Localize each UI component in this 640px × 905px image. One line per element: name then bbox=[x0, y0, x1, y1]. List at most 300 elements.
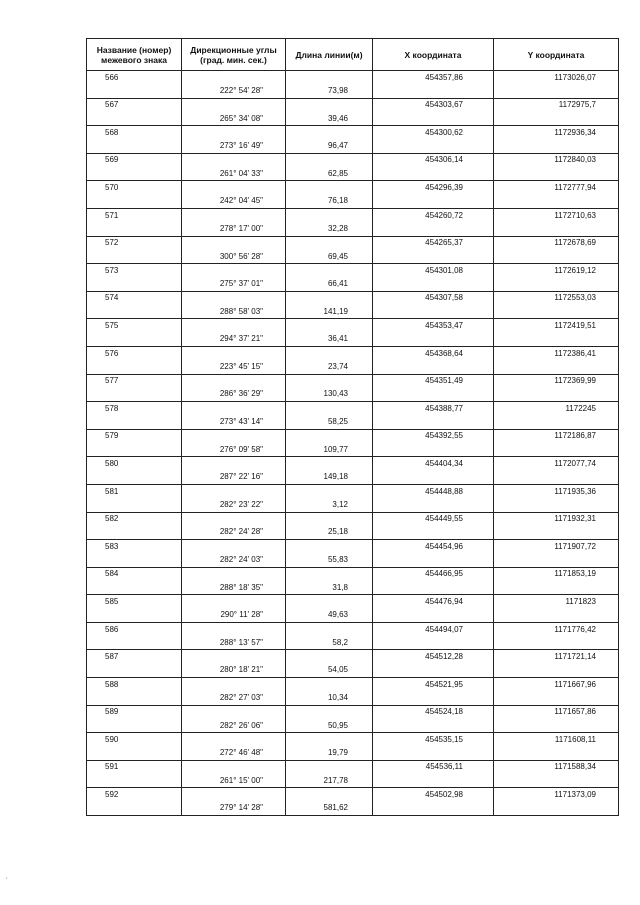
y-cell-empty bbox=[494, 609, 619, 623]
table-row bbox=[87, 333, 619, 347]
length-cell-empty bbox=[286, 733, 373, 747]
table-row bbox=[87, 498, 619, 512]
point-number: 572 bbox=[87, 236, 182, 250]
x-coordinate: 454524,18 bbox=[373, 705, 494, 719]
point-cell-empty bbox=[87, 664, 182, 678]
x-coordinate: 454535,15 bbox=[373, 733, 494, 747]
x-cell-empty bbox=[373, 691, 494, 705]
x-coordinate: 454454,96 bbox=[373, 540, 494, 554]
y-coordinate: 1172369,99 bbox=[494, 374, 619, 388]
point-number: 576 bbox=[87, 346, 182, 360]
length-cell-empty bbox=[286, 402, 373, 416]
x-coordinate: 454392,55 bbox=[373, 429, 494, 443]
angle-cell-empty bbox=[182, 402, 286, 416]
table-row bbox=[87, 774, 619, 788]
table-row bbox=[87, 705, 619, 719]
length-cell-empty bbox=[286, 181, 373, 195]
y-coordinate: 1172840,03 bbox=[494, 153, 619, 167]
x-cell-empty bbox=[373, 664, 494, 678]
direction-angle: 282° 26' 06" bbox=[182, 719, 286, 733]
y-cell-empty bbox=[494, 443, 619, 457]
direction-angle: 273° 16' 49" bbox=[182, 139, 286, 153]
table-row bbox=[87, 277, 619, 291]
x-cell-empty bbox=[373, 360, 494, 374]
point-number: 580 bbox=[87, 457, 182, 471]
length-cell-empty bbox=[286, 457, 373, 471]
line-length: 109,77 bbox=[286, 443, 373, 457]
y-coordinate: 1171667,96 bbox=[494, 678, 619, 692]
table-row bbox=[87, 802, 619, 816]
line-length: 39,46 bbox=[286, 112, 373, 126]
line-length: 10,34 bbox=[286, 691, 373, 705]
point-number: 570 bbox=[87, 181, 182, 195]
line-length: 50,95 bbox=[286, 719, 373, 733]
table-row bbox=[87, 788, 619, 802]
table-header bbox=[87, 39, 619, 71]
y-cell-empty bbox=[494, 112, 619, 126]
table-body bbox=[87, 71, 619, 816]
point-cell-empty bbox=[87, 609, 182, 623]
x-cell-empty bbox=[373, 277, 494, 291]
line-length: 32,28 bbox=[286, 222, 373, 236]
length-cell-empty bbox=[286, 678, 373, 692]
x-cell-empty bbox=[373, 84, 494, 98]
x-coordinate: 454307,58 bbox=[373, 291, 494, 305]
direction-angle: 282° 27' 03" bbox=[182, 691, 286, 705]
y-coordinate: 1171932,31 bbox=[494, 512, 619, 526]
point-number: 590 bbox=[87, 733, 182, 747]
x-cell-empty bbox=[373, 581, 494, 595]
y-coordinate: 1173026,07 bbox=[494, 71, 619, 85]
point-number: 584 bbox=[87, 567, 182, 581]
x-coordinate: 454351,49 bbox=[373, 374, 494, 388]
table-row bbox=[87, 719, 619, 733]
point-number: 583 bbox=[87, 540, 182, 554]
point-cell-empty bbox=[87, 415, 182, 429]
x-coordinate: 454388,77 bbox=[373, 402, 494, 416]
table-row bbox=[87, 264, 619, 278]
table-row bbox=[87, 664, 619, 678]
angle-cell-empty bbox=[182, 705, 286, 719]
x-cell-empty bbox=[373, 636, 494, 650]
y-cell-empty bbox=[494, 222, 619, 236]
table-row bbox=[87, 388, 619, 402]
x-coordinate: 454301,08 bbox=[373, 264, 494, 278]
y-coordinate: 1172678,69 bbox=[494, 236, 619, 250]
table-row bbox=[87, 471, 619, 485]
x-coordinate: 454265,37 bbox=[373, 236, 494, 250]
y-cell-empty bbox=[494, 84, 619, 98]
line-length: 76,18 bbox=[286, 195, 373, 209]
line-length: 62,85 bbox=[286, 167, 373, 181]
x-cell-empty bbox=[373, 471, 494, 485]
table-row bbox=[87, 747, 619, 761]
direction-angle: 282° 24' 03" bbox=[182, 553, 286, 567]
point-number: 591 bbox=[87, 760, 182, 774]
length-cell-empty bbox=[286, 595, 373, 609]
x-coordinate: 454303,67 bbox=[373, 98, 494, 112]
length-cell-empty bbox=[286, 319, 373, 333]
direction-angle: 282° 23' 22" bbox=[182, 498, 286, 512]
x-cell-empty bbox=[373, 802, 494, 816]
table-row bbox=[87, 374, 619, 388]
line-length: 69,45 bbox=[286, 250, 373, 264]
x-cell-empty bbox=[373, 774, 494, 788]
point-number: 568 bbox=[87, 126, 182, 140]
direction-angle: 300° 56' 28" bbox=[182, 250, 286, 264]
y-coordinate: 1171776,42 bbox=[494, 622, 619, 636]
direction-angle: 287° 22' 16" bbox=[182, 471, 286, 485]
point-cell-empty bbox=[87, 719, 182, 733]
table-row bbox=[87, 650, 619, 664]
y-coordinate: 1171907,72 bbox=[494, 540, 619, 554]
table-row bbox=[87, 291, 619, 305]
y-cell-empty bbox=[494, 498, 619, 512]
y-cell-empty bbox=[494, 139, 619, 153]
length-cell-empty bbox=[286, 540, 373, 554]
point-cell-empty bbox=[87, 388, 182, 402]
point-cell-empty bbox=[87, 747, 182, 761]
length-cell-empty bbox=[286, 208, 373, 222]
y-coordinate: 1172553,03 bbox=[494, 291, 619, 305]
direction-angle: 261° 15' 00" bbox=[182, 774, 286, 788]
x-coordinate: 454502,98 bbox=[373, 788, 494, 802]
table-row bbox=[87, 305, 619, 319]
x-coordinate: 454296,39 bbox=[373, 181, 494, 195]
length-cell-empty bbox=[286, 153, 373, 167]
y-coordinate: 1172186,87 bbox=[494, 429, 619, 443]
direction-angle: 294° 37' 21" bbox=[182, 333, 286, 347]
y-coordinate: 1172245 bbox=[494, 402, 619, 416]
angle-cell-empty bbox=[182, 264, 286, 278]
x-cell-empty bbox=[373, 719, 494, 733]
angle-cell-empty bbox=[182, 484, 286, 498]
header-x: X координата bbox=[373, 39, 494, 71]
direction-angle: 288° 18' 35" bbox=[182, 581, 286, 595]
x-coordinate: 454260,72 bbox=[373, 208, 494, 222]
table-row bbox=[87, 346, 619, 360]
y-cell-empty bbox=[494, 526, 619, 540]
point-cell-empty bbox=[87, 636, 182, 650]
point-cell-empty bbox=[87, 222, 182, 236]
angle-cell-empty bbox=[182, 678, 286, 692]
table-row bbox=[87, 595, 619, 609]
x-coordinate: 454300,62 bbox=[373, 126, 494, 140]
y-cell-empty bbox=[494, 277, 619, 291]
y-coordinate: 1171657,86 bbox=[494, 705, 619, 719]
y-coordinate: 1172936,34 bbox=[494, 126, 619, 140]
table-row bbox=[87, 84, 619, 98]
y-cell-empty bbox=[494, 360, 619, 374]
angle-cell-empty bbox=[182, 374, 286, 388]
y-cell-empty bbox=[494, 747, 619, 761]
point-cell-empty bbox=[87, 139, 182, 153]
point-cell-empty bbox=[87, 333, 182, 347]
angle-cell-empty bbox=[182, 595, 286, 609]
line-length: 25,18 bbox=[286, 526, 373, 540]
line-length: 49,63 bbox=[286, 609, 373, 623]
table-row bbox=[87, 71, 619, 85]
line-length: 3,12 bbox=[286, 498, 373, 512]
x-coordinate: 454512,28 bbox=[373, 650, 494, 664]
length-cell-empty bbox=[286, 374, 373, 388]
x-cell-empty bbox=[373, 747, 494, 761]
table-row bbox=[87, 167, 619, 181]
length-cell-empty bbox=[286, 429, 373, 443]
direction-angle: 223° 45' 15" bbox=[182, 360, 286, 374]
point-number: 578 bbox=[87, 402, 182, 416]
length-cell-empty bbox=[286, 291, 373, 305]
angle-cell-empty bbox=[182, 457, 286, 471]
angle-cell-empty bbox=[182, 126, 286, 140]
line-length: 36,41 bbox=[286, 333, 373, 347]
point-number: 592 bbox=[87, 788, 182, 802]
point-cell-empty bbox=[87, 167, 182, 181]
line-length: 66,41 bbox=[286, 277, 373, 291]
point-number: 567 bbox=[87, 98, 182, 112]
table-row bbox=[87, 181, 619, 195]
length-cell-empty bbox=[286, 788, 373, 802]
table-row bbox=[87, 126, 619, 140]
line-length: 73,98 bbox=[286, 84, 373, 98]
angle-cell-empty bbox=[182, 788, 286, 802]
table-row bbox=[87, 402, 619, 416]
table-row bbox=[87, 733, 619, 747]
y-cell-empty bbox=[494, 415, 619, 429]
table-row bbox=[87, 457, 619, 471]
line-length: 23,74 bbox=[286, 360, 373, 374]
table-row bbox=[87, 112, 619, 126]
y-cell-empty bbox=[494, 553, 619, 567]
y-coordinate: 1171373,09 bbox=[494, 788, 619, 802]
point-cell-empty bbox=[87, 526, 182, 540]
angle-cell-empty bbox=[182, 153, 286, 167]
y-cell-empty bbox=[494, 774, 619, 788]
length-cell-empty bbox=[286, 650, 373, 664]
line-length: 149,18 bbox=[286, 471, 373, 485]
angle-cell-empty bbox=[182, 650, 286, 664]
y-cell-empty bbox=[494, 195, 619, 209]
length-cell-empty bbox=[286, 126, 373, 140]
table-row bbox=[87, 236, 619, 250]
point-cell-empty bbox=[87, 581, 182, 595]
point-number: 574 bbox=[87, 291, 182, 305]
point-cell-empty bbox=[87, 305, 182, 319]
direction-angle: 288° 58' 03" bbox=[182, 305, 286, 319]
x-coordinate: 454494,07 bbox=[373, 622, 494, 636]
y-coordinate: 1172386,41 bbox=[494, 346, 619, 360]
y-cell-empty bbox=[494, 388, 619, 402]
x-cell-empty bbox=[373, 553, 494, 567]
table-row bbox=[87, 636, 619, 650]
table-row bbox=[87, 760, 619, 774]
angle-cell-empty bbox=[182, 512, 286, 526]
x-cell-empty bbox=[373, 139, 494, 153]
point-number: 566 bbox=[87, 71, 182, 85]
x-cell-empty bbox=[373, 388, 494, 402]
length-cell-empty bbox=[286, 484, 373, 498]
direction-angle: 279° 14' 28" bbox=[182, 802, 286, 816]
y-coordinate: 1171853,19 bbox=[494, 567, 619, 581]
table-row bbox=[87, 98, 619, 112]
direction-angle: 278° 17' 00" bbox=[182, 222, 286, 236]
length-cell-empty bbox=[286, 567, 373, 581]
y-coordinate: 1172710,63 bbox=[494, 208, 619, 222]
length-cell-empty bbox=[286, 705, 373, 719]
length-cell-empty bbox=[286, 236, 373, 250]
line-length: 55,83 bbox=[286, 553, 373, 567]
line-length: 581,62 bbox=[286, 802, 373, 816]
x-coordinate: 454449,55 bbox=[373, 512, 494, 526]
line-length: 130,43 bbox=[286, 388, 373, 402]
point-cell-empty bbox=[87, 360, 182, 374]
scan-mark: ' bbox=[6, 878, 8, 884]
x-coordinate: 454448,88 bbox=[373, 484, 494, 498]
length-cell-empty bbox=[286, 264, 373, 278]
y-coordinate: 1172975,7 bbox=[494, 98, 619, 112]
line-length: 31,8 bbox=[286, 581, 373, 595]
point-number: 585 bbox=[87, 595, 182, 609]
x-cell-empty bbox=[373, 112, 494, 126]
point-cell-empty bbox=[87, 471, 182, 485]
direction-angle: 282° 24' 28" bbox=[182, 526, 286, 540]
line-length: 96,47 bbox=[286, 139, 373, 153]
point-cell-empty bbox=[87, 112, 182, 126]
table-row bbox=[87, 250, 619, 264]
table-row bbox=[87, 319, 619, 333]
angle-cell-empty bbox=[182, 208, 286, 222]
length-cell-empty bbox=[286, 512, 373, 526]
y-coordinate: 1171608,11 bbox=[494, 733, 619, 747]
y-coordinate: 1172077,74 bbox=[494, 457, 619, 471]
point-cell-empty bbox=[87, 802, 182, 816]
direction-angle: 265° 34' 08" bbox=[182, 112, 286, 126]
x-coordinate: 454476,94 bbox=[373, 595, 494, 609]
angle-cell-empty bbox=[182, 71, 286, 85]
point-number: 577 bbox=[87, 374, 182, 388]
direction-angle: 273° 43' 14" bbox=[182, 415, 286, 429]
length-cell-empty bbox=[286, 98, 373, 112]
point-number: 587 bbox=[87, 650, 182, 664]
line-length: 19,79 bbox=[286, 747, 373, 761]
x-cell-empty bbox=[373, 415, 494, 429]
point-number: 589 bbox=[87, 705, 182, 719]
table-row bbox=[87, 678, 619, 692]
header-angle: Дирекционные углы (град. мин. сек.) bbox=[182, 39, 286, 71]
y-coordinate: 1171935,36 bbox=[494, 484, 619, 498]
boundary-coordinates-table bbox=[86, 38, 619, 816]
angle-cell-empty bbox=[182, 291, 286, 305]
x-cell-empty bbox=[373, 443, 494, 457]
point-number: 582 bbox=[87, 512, 182, 526]
y-cell-empty bbox=[494, 167, 619, 181]
direction-angle: 275° 37' 01" bbox=[182, 277, 286, 291]
point-number: 569 bbox=[87, 153, 182, 167]
table-row bbox=[87, 429, 619, 443]
table-row bbox=[87, 415, 619, 429]
point-number: 586 bbox=[87, 622, 182, 636]
x-cell-empty bbox=[373, 305, 494, 319]
table-row bbox=[87, 553, 619, 567]
header-name: Название (номер) межевого знака bbox=[87, 39, 182, 71]
direction-angle: 280° 18' 21" bbox=[182, 664, 286, 678]
angle-cell-empty bbox=[182, 622, 286, 636]
length-cell-empty bbox=[286, 346, 373, 360]
table-row bbox=[87, 512, 619, 526]
y-coordinate: 1171823 bbox=[494, 595, 619, 609]
angle-cell-empty bbox=[182, 236, 286, 250]
table-row bbox=[87, 540, 619, 554]
direction-angle: 222° 54' 28" bbox=[182, 84, 286, 98]
point-number: 581 bbox=[87, 484, 182, 498]
point-cell-empty bbox=[87, 691, 182, 705]
point-number: 579 bbox=[87, 429, 182, 443]
y-coordinate: 1172777,94 bbox=[494, 181, 619, 195]
table-row bbox=[87, 581, 619, 595]
table-row bbox=[87, 139, 619, 153]
header-y: Y координата bbox=[494, 39, 619, 71]
y-cell-empty bbox=[494, 250, 619, 264]
x-cell-empty bbox=[373, 195, 494, 209]
y-coordinate: 1171721,14 bbox=[494, 650, 619, 664]
table-row bbox=[87, 526, 619, 540]
point-cell-empty bbox=[87, 195, 182, 209]
table-row bbox=[87, 360, 619, 374]
table-row bbox=[87, 195, 619, 209]
table-row bbox=[87, 609, 619, 623]
direction-angle: 276° 09' 58" bbox=[182, 443, 286, 457]
point-number: 573 bbox=[87, 264, 182, 278]
direction-angle: 272° 46' 48" bbox=[182, 747, 286, 761]
x-cell-empty bbox=[373, 167, 494, 181]
line-length: 141,19 bbox=[286, 305, 373, 319]
x-coordinate: 454521,95 bbox=[373, 678, 494, 692]
angle-cell-empty bbox=[182, 346, 286, 360]
y-cell-empty bbox=[494, 636, 619, 650]
direction-angle: 288° 13' 57" bbox=[182, 636, 286, 650]
angle-cell-empty bbox=[182, 98, 286, 112]
point-number: 575 bbox=[87, 319, 182, 333]
point-cell-empty bbox=[87, 250, 182, 264]
header-length: Длина линии(м) bbox=[286, 39, 373, 71]
point-cell-empty bbox=[87, 443, 182, 457]
x-coordinate: 454404,34 bbox=[373, 457, 494, 471]
table-row bbox=[87, 484, 619, 498]
direction-angle: 290° 11' 28" bbox=[182, 609, 286, 623]
y-cell-empty bbox=[494, 664, 619, 678]
y-cell-empty bbox=[494, 719, 619, 733]
y-cell-empty bbox=[494, 581, 619, 595]
length-cell-empty bbox=[286, 760, 373, 774]
angle-cell-empty bbox=[182, 429, 286, 443]
table-row bbox=[87, 222, 619, 236]
x-cell-empty bbox=[373, 333, 494, 347]
table-row bbox=[87, 208, 619, 222]
y-cell-empty bbox=[494, 333, 619, 347]
x-coordinate: 454353,47 bbox=[373, 319, 494, 333]
angle-cell-empty bbox=[182, 540, 286, 554]
x-cell-empty bbox=[373, 498, 494, 512]
table-row bbox=[87, 443, 619, 457]
angle-cell-empty bbox=[182, 567, 286, 581]
y-cell-empty bbox=[494, 691, 619, 705]
point-cell-empty bbox=[87, 553, 182, 567]
x-coordinate: 454466,95 bbox=[373, 567, 494, 581]
x-coordinate: 454306,14 bbox=[373, 153, 494, 167]
x-cell-empty bbox=[373, 222, 494, 236]
angle-cell-empty bbox=[182, 760, 286, 774]
table-row bbox=[87, 622, 619, 636]
